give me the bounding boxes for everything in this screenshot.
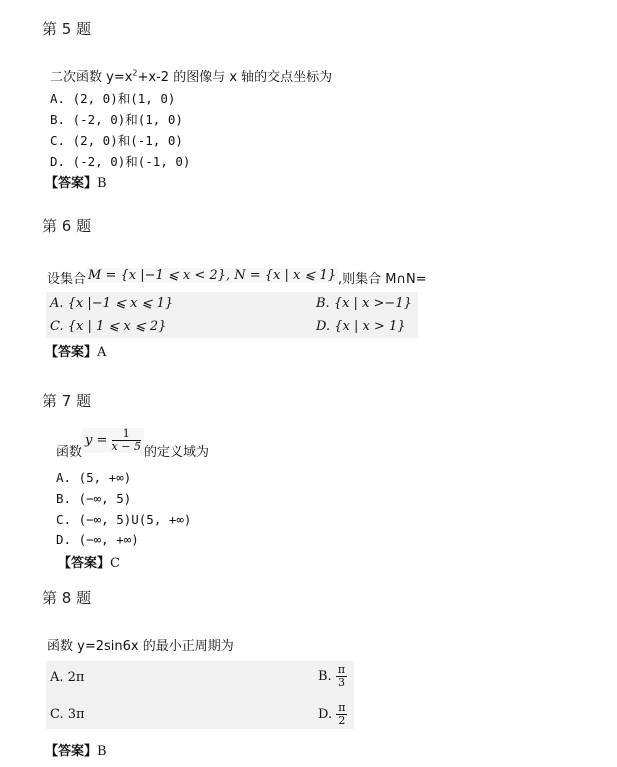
- q7-stem-math: [82, 428, 144, 453]
- q8-option-d: [318, 702, 347, 727]
- q8-option-b: [318, 664, 347, 689]
- q8-option-c: C. 3π: [50, 707, 85, 722]
- q5-option-d: D. (-2, 0)和(-1, 0): [50, 154, 191, 169]
- q5-option-a: A. (2, 0)和(1, 0): [50, 91, 176, 106]
- q7-option-b: B. (−∞, 5): [56, 491, 132, 506]
- q7-answer-value: C: [110, 556, 120, 571]
- q7-option-c: C. (−∞, 5)U(5, +∞): [56, 512, 192, 527]
- q8-options-image: [46, 661, 354, 729]
- q6-option-a: A. {x |−1 ⩽ x ⩽ 1}: [50, 296, 174, 311]
- q6-stem-math: M = {x |−1 ⩽ x < 2}, N = {x | x ⩽ 1}: [88, 268, 337, 283]
- q5-stem: [50, 66, 332, 85]
- q6-stem-pre: 设集合: [47, 272, 87, 287]
- q7-heading: 第 7 题: [42, 392, 92, 410]
- q5-stem-sup: 2: [132, 68, 138, 78]
- q7-stem-fraction: [112, 428, 141, 453]
- q5-heading: 第 5 题: [42, 20, 92, 38]
- q6-option-d: D. {x | x > 1}: [316, 319, 406, 334]
- q8-answer-value: B: [97, 744, 107, 759]
- q5-option-c: C. (2, 0)和(-1, 0): [50, 133, 183, 148]
- q6-heading: 第 6 题: [42, 217, 92, 235]
- q7-option-a: A. (5, +∞): [56, 470, 132, 485]
- q8-option-d-label: D.: [318, 707, 333, 722]
- q6-answer-value: A: [97, 345, 107, 360]
- q5-stem-post: +x-2 的图像与 x 轴的交点坐标为: [137, 70, 333, 85]
- q6-stem-post: ,则集合 M∩N=: [338, 272, 427, 287]
- q6-answer-label: 【答案】: [45, 345, 98, 360]
- q7-stem-post: 的定义域为: [143, 445, 209, 460]
- q8-option-d-fraction: [336, 702, 347, 727]
- q8-option-b-denominator: 3: [337, 676, 345, 689]
- q6-stem: [47, 268, 427, 287]
- q5-answer-label: 【答案】: [45, 176, 98, 191]
- q8-option-d-numerator: π: [338, 701, 346, 714]
- q5-answer-value: B: [97, 176, 107, 191]
- q6-option-c: C. {x | 1 ⩽ x ⩽ 2}: [50, 319, 167, 334]
- q8-option-b-label: B.: [318, 669, 332, 684]
- q6-answer: [45, 341, 106, 360]
- q8-option-a: A. 2π: [50, 670, 85, 685]
- q7-answer: [58, 552, 120, 571]
- q7-option-d: D. (−∞, +∞): [56, 532, 139, 547]
- q8-option-d-denominator: 2: [338, 714, 346, 727]
- q5-stem-pre: 二次函数 y=x: [50, 70, 133, 85]
- q8-stem: 函数 y=2sin6x 的最小正周期为: [47, 639, 234, 654]
- q7-answer-label: 【答案】: [58, 556, 111, 571]
- q7-stem: [56, 428, 209, 462]
- q7-stem-numerator: 1: [112, 428, 141, 441]
- q8-answer-label: 【答案】: [45, 744, 98, 759]
- q7-stem-denominator: x − 5: [111, 440, 141, 453]
- q8-option-b-fraction: [336, 664, 347, 689]
- q8-heading: 第 8 题: [42, 589, 92, 607]
- q6-option-b: B. {x | x >−1}: [316, 296, 412, 311]
- q5-answer: [45, 172, 107, 191]
- q8-option-b-numerator: π: [337, 663, 346, 676]
- q7-stem-pre: 函数: [56, 445, 83, 460]
- q5-option-b: B. (-2, 0)和(1, 0): [50, 112, 183, 127]
- q7-stem-y: y =: [85, 433, 108, 448]
- q8-answer: [45, 740, 107, 759]
